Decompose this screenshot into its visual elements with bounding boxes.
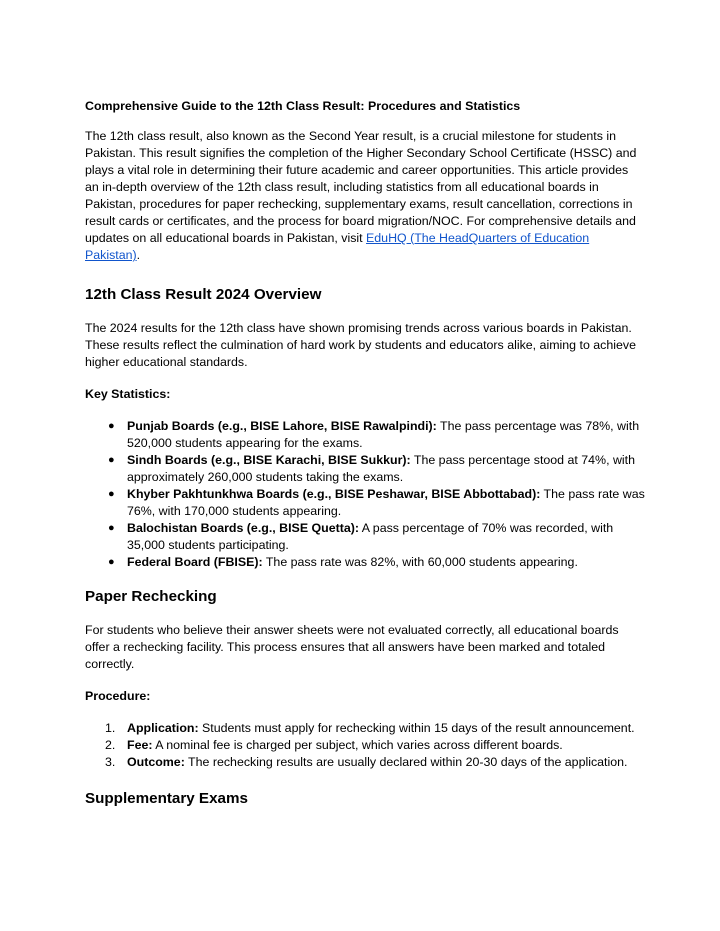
board-name: Balochistan Boards (e.g., BISE Quetta):	[127, 521, 360, 535]
bullet-icon: ●	[108, 488, 115, 500]
list-item	[85, 486, 645, 520]
intro-paragraph	[85, 128, 645, 264]
board-name: Punjab Boards (e.g., BISE Lahore, BISE Rawalpindi):	[127, 419, 437, 433]
eduhq-link[interactable]: EduHQ (The HeadQuarters of Education Pakistan)	[85, 231, 590, 262]
bullet-icon: ●	[108, 556, 115, 568]
procedure-label: Procedure:	[85, 689, 151, 703]
key-statistics-label: Key Statistics:	[85, 387, 171, 401]
rechecking-heading: Paper Rechecking	[85, 588, 217, 605]
board-stat-text: The pass percentage stood at 74%, with approximately 260,000 students taking the exams.	[127, 453, 635, 484]
list-item	[85, 754, 645, 771]
board-stat-text: The pass rate was 76%, with 170,000 students appearing.	[127, 487, 645, 518]
board-stat-text: The pass percentage was 78%, with 520,000 students appearing for the exams.	[127, 419, 640, 450]
overview-paragraph: The 2024 results for the 12th class have shown promising trends across various boards in Pakistan. These results reflect the culmination of hard work by students and educators alike, aiming to achieve higher educational standards.	[85, 321, 636, 369]
bullet-icon: ●	[108, 522, 115, 534]
intro-after-link: .	[136, 248, 141, 262]
step-number: 1.	[105, 721, 116, 735]
document-body	[85, 98, 645, 824]
step-text: The rechecking results are usually declared within 20-30 days of the application.	[184, 755, 628, 769]
list-item	[85, 554, 645, 571]
step-number: 3.	[105, 755, 116, 769]
board-name: Sindh Boards (e.g., BISE Karachi, BISE Sukkur):	[127, 453, 411, 467]
key-statistics-list	[85, 418, 645, 571]
list-item	[85, 737, 645, 754]
intro-text: The 12th class result, also known as the Second Year result, is a crucial milestone for students in Pakistan. This result signifies the completion of the Higher Secondary School Certificate (HSSC) and plays a vital role in determining their future academic and career opportunities. This article provides an in-depth overview of the 12th class result, including statistics from all educational boards in Pakistan, procedures for paper rechecking, supplementary exams, result cancellation, corrections in result cards or certificates, and the process for board migration/NOC. For comprehensive details and updates on all educational boards in Pakistan, visit	[85, 129, 637, 245]
board-stat-text: A pass percentage of 70% was recorded, with 35,000 students participating.	[127, 521, 614, 552]
list-item	[85, 720, 645, 737]
step-label: Outcome:	[127, 755, 185, 769]
procedure-list	[85, 720, 645, 771]
step-label: Application:	[127, 721, 199, 735]
rechecking-paragraph: For students who believe their answer sheets were not evaluated correctly, all educational boards offer a rechecking facility. This process ensures that all answers have been marked and totaled correctly.	[85, 623, 619, 671]
step-label: Fee:	[127, 738, 153, 752]
supplementary-heading: Supplementary Exams	[85, 790, 248, 807]
bullet-icon: ●	[108, 454, 115, 466]
bullet-icon: ●	[108, 420, 115, 432]
list-item	[85, 418, 645, 452]
document-title: Comprehensive Guide to the 12th Class Result: Procedures and Statistics	[85, 99, 521, 113]
step-text: A nominal fee is charged per subject, which varies across different boards.	[152, 738, 563, 752]
board-name: Federal Board (FBISE):	[127, 555, 263, 569]
board-name: Khyber Pakhtunkhwa Boards (e.g., BISE Peshawar, BISE Abbottabad):	[127, 487, 541, 501]
step-number: 2.	[105, 738, 116, 752]
overview-heading: 12th Class Result 2024 Overview	[85, 286, 322, 303]
list-item	[85, 452, 645, 486]
board-stat-text: The pass rate was 82%, with 60,000 students appearing.	[262, 555, 578, 569]
step-text: Students must apply for rechecking within 15 days of the result announcement.	[198, 721, 635, 735]
list-item	[85, 520, 645, 554]
